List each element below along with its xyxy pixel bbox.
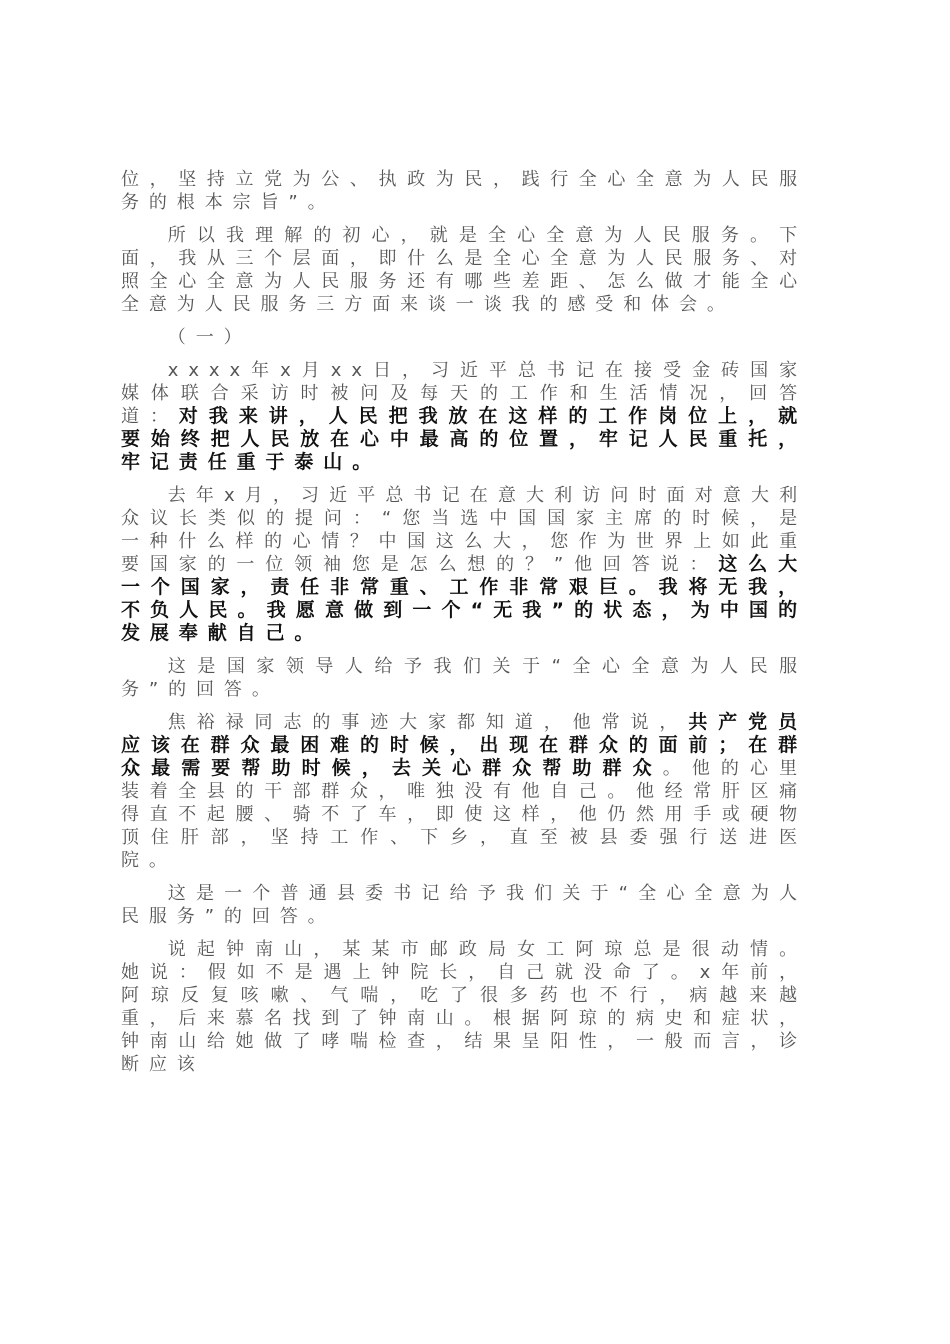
emphasized-text: 这么大一个国家，责任非常重、工作非常艰巨。我将无我，不负人民。我愿意做到一个“无我”的状态，为中国的发展奉献自己。 (121, 553, 807, 644)
emphasized-text: 对我来讲，人民把我放在这样的工作岗位上，就要始终把人民放在心中最高的位置，牢记人民重托，牢记责任重于泰山。 (121, 405, 807, 473)
paragraph-text: （一） (167, 327, 252, 348)
body-paragraph (121, 224, 807, 316)
body-paragraph (121, 711, 807, 872)
document-page (121, 168, 807, 1086)
paragraph-text: 说起钟南山，某某市邮政局女工阿琼总是很动情。她说：假如不是遇上钟院长，自己就没命了。x年前，阿琼反复咳嗽、气喘，吃了很多药也不行，病越来越重，后来慕名找到了钟南山。根据阿琼的病史和症状，钟南山给她做了哮喘检查，结果呈阳性，一般而言，诊断应该 (121, 939, 807, 1075)
paragraph-text: 位，坚持立党为公、执政为民，践行全心全意为人民服务的根本宗旨”。 (121, 169, 807, 213)
paragraph-text: 焦裕禄同志的事迹大家都知道，他常说， (167, 712, 689, 733)
paragraph-text: xxxx年x月xx日，习近平总书记在接受金砖国家媒体联合采访时被问及每天的工作和生活情况，回答道： (121, 360, 807, 427)
body-paragraph (121, 655, 807, 701)
body-paragraph (121, 168, 807, 214)
body-paragraph (121, 484, 807, 645)
body-paragraph (121, 359, 807, 474)
paragraph-text: 这是一个普通县委书记给予我们关于“全心全意为人民服务”的回答。 (121, 883, 807, 927)
paragraph-text: 去年x月，习近平总书记在意大利访问时面对意大利众议长类似的提问：“您当选中国国家主席的时候，是一种什么样的心情？中国这么大，您作为世界上如此重要国家的一位领袖您是怎么想的？”他回答说： (121, 485, 807, 575)
body-paragraph (121, 326, 807, 349)
paragraph-text: 所以我理解的初心，就是全心全意为人民服务。下面，我从三个层面，即什么是全心全意为人民服务、对照全心全意为人民服务还有哪些差距、怎么做才能全心全意为人民服务三方面来谈一谈我的感受和体会。 (121, 225, 807, 315)
emphasized-text: 共产党员应该在群众最困难的时候，出现在群众的面前；在群众最需要帮助时候，去关心群众帮助群众 (121, 711, 807, 779)
body-paragraph (121, 938, 807, 1076)
paragraph-text: 这是国家领导人给予我们关于“全心全意为人民服务”的回答。 (121, 656, 807, 700)
paragraph-text: 。他的心里装着全县的干部群众，唯独没有他自己。他经常肝区痛得直不起腰、骑不了车，即使这样，他仍然用手或硬物顶住肝部，坚持工作、下乡，直至被县委强行送进医院。 (121, 758, 807, 871)
body-paragraph (121, 882, 807, 928)
